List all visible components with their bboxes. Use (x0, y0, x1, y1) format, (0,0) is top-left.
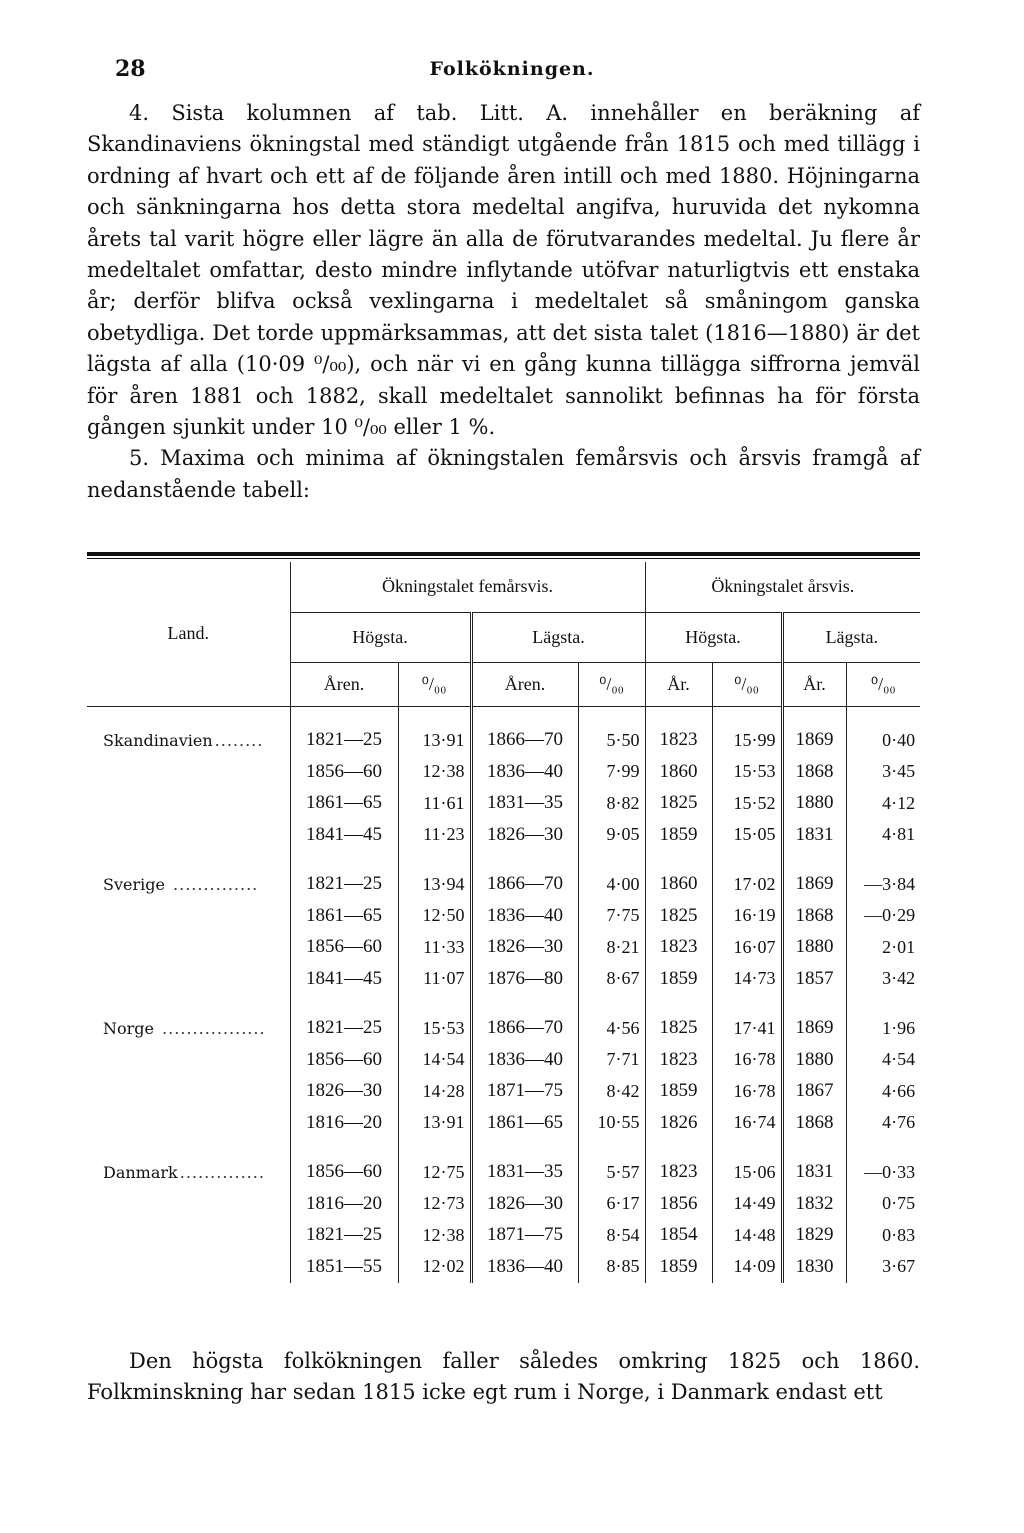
paragraph-5: 5. Maxima och minima af ökningstalen femårsvis och årsvis framgå af nedanstående tabell: (87, 446, 920, 502)
table-row: 1856—60 11·33 1826—30 8·21 1823 16·07 1880 2·01 (87, 932, 920, 964)
col-aren: Åren. (290, 662, 398, 706)
table-row: 1816—20 13·91 1861—65 10·55 1826 16·74 1868 4·76 (87, 1107, 920, 1139)
country-label: Danmark .............. (103, 1162, 265, 1182)
col-permille: ⁰/₀₀ (846, 662, 920, 706)
group-annual: Ökningstalet årsvis. (645, 562, 920, 612)
group-five-year: Ökningstalet femårsvis. (290, 562, 645, 612)
col-ar: År. (645, 662, 712, 706)
table-row: 1841—45 11·23 1826—30 9·05 1859 15·05 1831 4·81 (87, 819, 920, 851)
country-label: Norge ................. (103, 1018, 266, 1038)
page-number: 28 (115, 56, 146, 82)
annual-lowest: Lägsta. (782, 612, 920, 662)
five-lowest: Lägsta. (471, 612, 645, 662)
table-row: 1841—45 11·07 1876—80 8·67 1859 14·73 1857 3·42 (87, 963, 920, 995)
col-aren: Åren. (471, 662, 578, 706)
table-row: 1826—30 14·28 1871—75 8·42 1859 16·78 1867 4·66 (87, 1076, 920, 1108)
country-label: Skandinavien ........ (103, 730, 264, 750)
table-row: 1816—20 12·73 1826—30 6·17 1856 14·49 1832 0·75 (87, 1188, 920, 1220)
table-row: 1856—60 12·38 1836—40 7·99 1860 15·53 1868 3·45 (87, 756, 920, 788)
increase-table (87, 562, 920, 1283)
page-header (0, 52, 1024, 92)
table-row: 1861—65 12·50 1836—40 7·75 1825 16·19 1868 —0·29 (87, 900, 920, 932)
col-permille: ⁰/₀₀ (578, 662, 645, 706)
paragraph-4: 4. Sista kolumnen af tab. Litt. A. innehåller en beräkning af Skandinaviens ökningstal med ständigt utgående från 1815 och med tillägg i ordning af hvart och ett af de följande åren intill och med 1880. Höjningarna och sänkningarna hos detta stora medeltal angifva, huruvida det nykomna årets tal varit högre eller lägre än alla de förutvarandes medeltal. Ju flere år medeltalet omfattar, desto mindre inflytande utöfvar naturligtvis ett enstaka år; derför blifva också vexlingarna i medeltalet så småningom ganska obetydliga. Det torde uppmärksammas, att det sista talet (1816—1880) är det lägsta af alla (10·09 ⁰/₀₀), och när vi en gång kunna tillägga siffrorna jemväl för åren 1881 och 1882, skall medeltalet sannolikt befinnas ha för första gången sjunkit under 10 ⁰/₀₀ eller 1 %. (87, 101, 920, 440)
col-land: Land. (167, 623, 209, 644)
five-highest: Högsta. (290, 612, 471, 662)
annual-highest: Högsta. (645, 612, 782, 662)
table-row: 1861—65 11·61 1831—35 8·82 1825 15·52 1880 4·12 (87, 788, 920, 820)
col-ar: År. (782, 662, 846, 706)
col-permille: ⁰/₀₀ (398, 662, 471, 706)
table-row: 1851—55 12·02 1836—40 8·85 1859 14·09 1830 3·67 (87, 1251, 920, 1283)
table-top-rule (87, 552, 920, 556)
table-row: Skandinavien ........ 1821—25 13·91 1866—70 5·50 1823 15·99 1869 0·40 (87, 706, 920, 756)
col-permille: ⁰/₀₀ (712, 662, 782, 706)
table-top-rule-thin (87, 558, 920, 559)
table-row: Sverige .............. 1821—25 13·94 1866—70 4·00 1860 17·02 1869 —3·84 (87, 851, 920, 901)
table-row: Danmark .............. 1856—60 12·75 1831—35 5·57 1823 15·06 1831 —0·33 (87, 1139, 920, 1189)
table-row: Norge ................. 1821—25 15·53 1866—70 4·56 1825 17·41 1869 1·96 (87, 995, 920, 1045)
country-label: Sverige .............. (103, 874, 259, 894)
permille-sign: ⁰/₀₀ (313, 352, 347, 377)
closing-text (87, 1346, 920, 1409)
closing-paragraph: Den högsta folkökningen faller således omkring 1825 och 1860. Folkminskning har sedan 1815 icke egt rum i Norge, i Danmark endast ett (87, 1349, 920, 1405)
body-text (87, 98, 920, 506)
running-title: Folkökningen. (429, 58, 595, 80)
table-row: 1821—25 12·38 1871—75 8·54 1854 14·48 1829 0·83 (87, 1220, 920, 1252)
permille-sign: ⁰/₀₀ (354, 415, 387, 440)
table-row: 1856—60 14·54 1836—40 7·71 1823 16·78 1880 4·54 (87, 1044, 920, 1076)
